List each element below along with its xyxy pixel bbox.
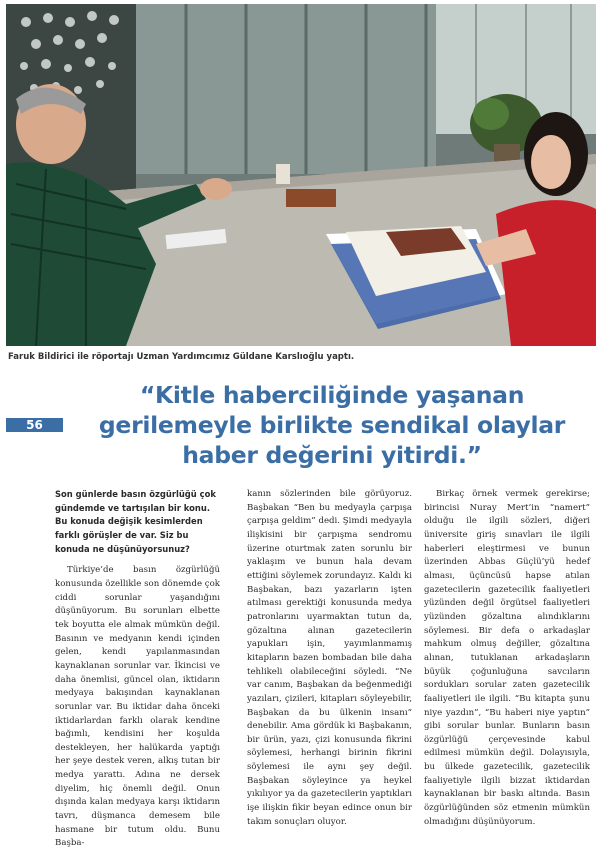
photo-caption: Faruk Bildirici ile röportajı Uzman Yardımcımız Güldane Karslıoğlu yaptı. [8, 352, 355, 362]
article-column-1 [55, 488, 220, 851]
article-paragraph: Türkiye’de basın özgürlüğü konusunda özellikle son dönemde çok ciddi sorunlar yaşandığını düşünüyorum. Bu sorunları elbette tek boyutta ele almak mümkün değil. Basının ve medyanın kendi içinden gelen, kendi yapılanmasından kaynaklanan sorunlar var. İkincisi ve daha önemlisi, güncel olan, iktidarın medyaya bakışından kaynaklanan sorunlar var. Bu iktidar daha önceki iktidarlardan farklı olarak kendine bağımlı, kendisini her koşulda destekleyen, her halükarda yaptığı her şeye destek veren, alkış tutan bir medya yarattı. Adına ne dersek diyelim, hiç önemli değil. Onun dışında kalan medyaya karşı iktidarın tavrı, düşmanca demesem bile hasmane bir tutum oldu. Bunu Başba- [55, 565, 220, 849]
headline-line: gerilemeyle birlikte sendikal olaylar [98, 411, 566, 439]
headline-line: haber değerini yitirdi.” [182, 441, 482, 469]
headline [66, 380, 598, 470]
article-paragraph: Birkaç örnek vermek gerekirse; birincisi Nuray Mert’in “namert” olduğu ile ilgili sözleri, diğeri üniversite giriş sınavları ile ilgili haberleri eleştirmesi ve bunun üzerinden Abbas Güçlü’yü hedef alması, üçüncüsü hapse atılan gazetecilerin gazetecilik faaliyetleri yüzünden değil örgütsel faaliyetleri yüzünden gözaltına alındıklarını söylemesi. Bir defa o arkadaşlar mahkum olmuş değiller, gözaltına alınan, tutuklanan arkadaşların büyük çoğunluğuna savcıların sordukları sorular zaten gazetecilik faaliyetleri ile ilgili. “Bu kitapta şunu niye yazdın”, “Bu haberi niye yaptın” gibi sorular bunlar. Bunların basın özgürlüğü çerçevesinde kabul edilmesi mümkün değil. Dolayısıyla, bu ülkede gazetecilik, gazetecilik faaliyetiyle ilgili bizzat iktidardan kaynaklanan bir baskı altında. Basın özgürlüğünden söz etmenin mümkün olmadığını düşünüyorum. [424, 489, 590, 827]
page-number: 56 [6, 418, 63, 432]
interview-photo-illustration [6, 4, 596, 346]
article-paragraph: kanın sözlerinden bile görüyoruz. Başbakan “Ben bu medyayla çarpışa çarpışa geldim” dedi. Şimdi medyayla ilişkisini bir çarpışma sendromu üzerine oturtmak zaten sorunlu bir yaklaşım ve bunun hala devam ettiğini söylemek zorundayız. Kaldı ki Başbakan, bazı yazarların işten atılması gerektiği konusunda medya patronlarını uyarmaktan tutun da, gözaltına alınan gazetecilerin yapukları işin, yayımlanmamış kitapların bazen bombadan bile daha tehlikeli olabileceğini söyledi. “Ne var canım, Başbakan da beğenmediği yazıları, çizileri, kitapları söyleyebilir, Başbakan da bu ülkenin insanı” denebilir. Ama gördük ki Başbakanın, bir ürün, yazı, çizi konusunda fikrini söylemesi, herhangi birinin fikrini söylemesi ile aynı şey değil. Başbakan söyleyince ya heykel yıkılıyor ya da gazetecilerin yaptıkları işe ilişkin fikir beyan edince onun bir takım sonuçları oluyor. [247, 489, 412, 827]
interview-question: Son günlerde basın özgürlüğü çok gündemde ve tartışılan bir konu. Bu konuda değişik kesimlerden farklı görüşler de var. Siz bu konuda ne düşünüyorsunuz? [55, 489, 216, 554]
headline-line: “Kitle haberciliğinde yaşanan [139, 381, 525, 409]
article-column-3 [424, 488, 590, 829]
interview-photo [6, 4, 596, 346]
article-column-2 [247, 488, 412, 829]
